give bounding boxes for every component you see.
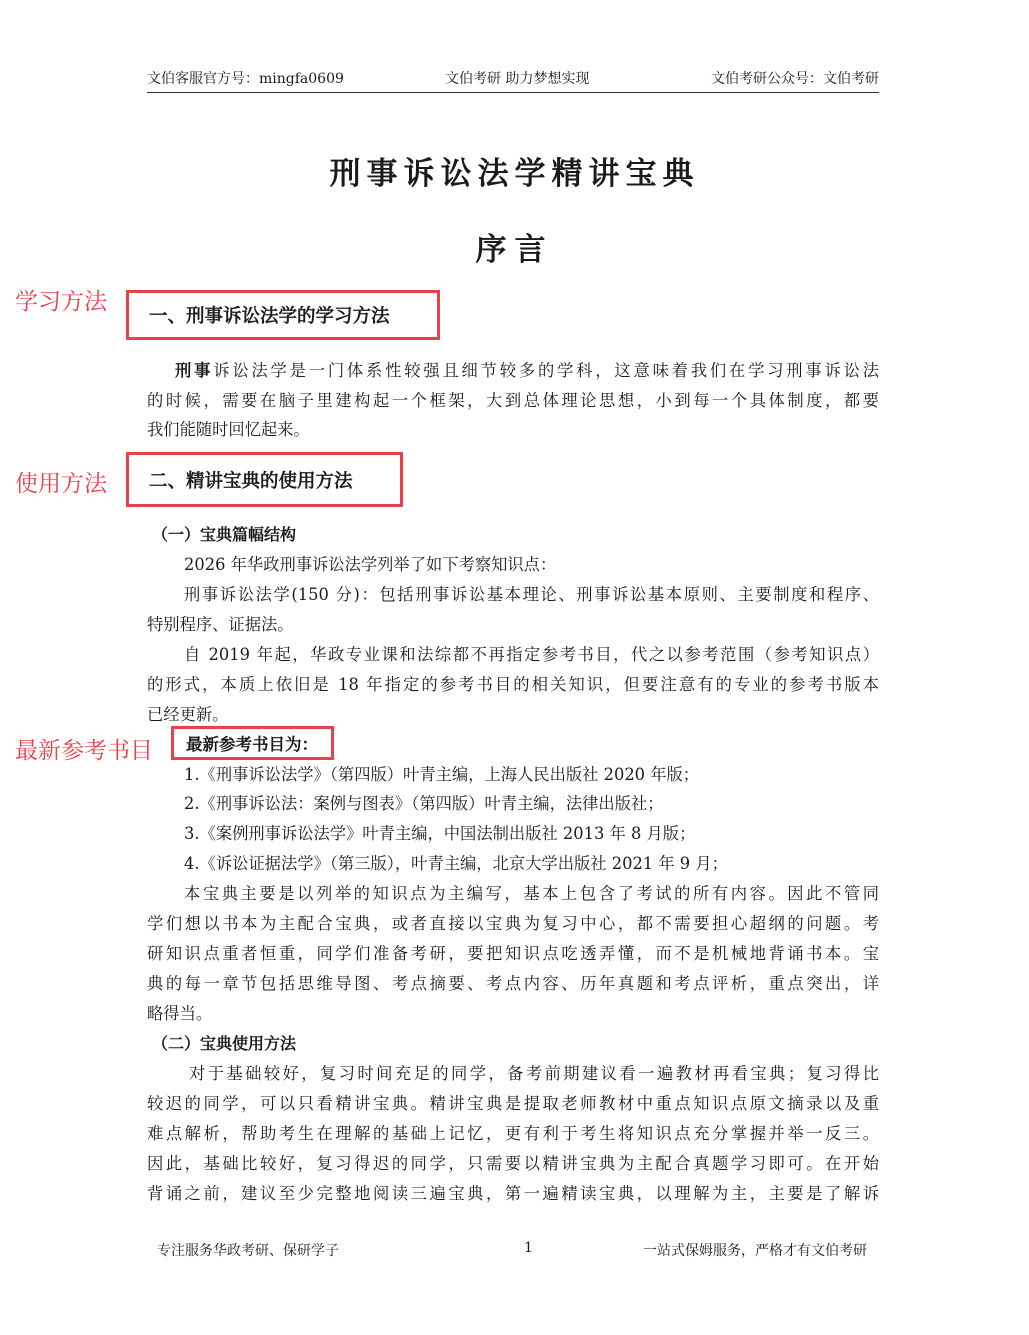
footer-right-text: 一站式保姆服务，严格才有文伯考研 bbox=[643, 1243, 867, 1259]
paragraph-line: 因此，基础比较好，复习得迟的同学，只需要以精讲宝典为主配合真题学习即可。在开始 bbox=[147, 1154, 879, 1173]
page-header bbox=[147, 68, 879, 93]
paragraph-line: 略得当。 bbox=[147, 1004, 213, 1023]
page-footer bbox=[147, 1240, 879, 1260]
header-right-text: 文伯考研公众号：文伯考研 bbox=[711, 71, 879, 87]
header-left-text: 文伯客服官方号：mingfa0609 bbox=[147, 71, 344, 87]
paragraph-line: 研知识点重者恒重，同学们准备考研，要把知识点吃透弄懂，而不是机械地背诵书本。宝 bbox=[147, 944, 879, 963]
paragraph-line: 刑事诉讼法学(150 分)：包括刑事诉讼基本理论、刑事诉讼基本原则、主要制度和程序、 bbox=[184, 585, 879, 604]
lead-text: 刑事 bbox=[175, 361, 214, 380]
book-item: 3.《案例刑事诉讼法学》叶青主编，中国法制出版社 2013 年 8 月版； bbox=[184, 824, 696, 843]
paragraph-line: 特别程序、证据法。 bbox=[147, 615, 294, 634]
section-heading-study-method: 一、刑事诉讼法学的学习方法 bbox=[126, 290, 440, 340]
paragraph-line: 学们想以书本为主配合宝典，或者直接以宝典为复习中心，都不需要担心超纲的问题。考 bbox=[147, 914, 879, 933]
book-item: 2.《刑事诉讼法：案例与图表》（第四版）叶青主编，法律出版社； bbox=[184, 794, 664, 813]
paragraph-line: 的形式，本质上依旧是 18 年指定的参考书目的相关知识，但要注意有的专业的参考书版本 bbox=[147, 675, 879, 694]
document-subtitle: 序言 bbox=[475, 232, 554, 268]
book-item: 4.《诉讼证据法学》（第三版），叶青主编，北京大学出版社 2021 年 9 月； bbox=[184, 854, 728, 873]
footer-left-text: 专注服务华政考研、保研学子 bbox=[157, 1243, 339, 1259]
annotation-study-method: 学习方法 bbox=[15, 289, 107, 315]
annotation-reference-books: 最新参考书目 bbox=[15, 738, 153, 764]
paragraph-line: 我们能随时回忆起来。 bbox=[147, 420, 310, 439]
reference-books-heading: 最新参考书目为： bbox=[171, 726, 334, 760]
page-number: 1 bbox=[524, 1240, 533, 1256]
subsection-heading: （二）宝典使用方法 bbox=[152, 1034, 297, 1053]
document-title: 刑事诉讼法学精讲宝典 bbox=[329, 156, 700, 192]
paragraph-line: 对于基础较好，复习时间充足的同学，备考前期建议看一遍教材再看宝典；复习得比 bbox=[189, 1064, 879, 1083]
header-center-text: 文伯考研 助力梦想实现 bbox=[445, 71, 590, 87]
paragraph-line: 背诵之前，建议至少完整地阅读三遍宝典，第一遍精读宝典，以理解为主，主要是了解诉 bbox=[147, 1184, 879, 1203]
section-heading-usage-method: 二、精讲宝典的使用方法 bbox=[126, 452, 403, 507]
paragraph-line: 2026 年华政刑事诉讼法学列举了如下考察知识点： bbox=[184, 555, 557, 574]
paragraph-line: 典的每一章节包括思维导图、考点摘要、考点内容、历年真题和考点评析，重点突出，详 bbox=[147, 974, 879, 993]
paragraph-line: 刑事诉讼法学是一门体系性较强且细节较多的学科，这意味着我们在学习刑事诉讼法 bbox=[175, 361, 879, 380]
paragraph-line: 较迟的同学，可以只看精讲宝典。精讲宝典是提取老师教材中重点知识点原文摘录以及重 bbox=[147, 1094, 879, 1113]
book-item: 1.《刑事诉讼法学》（第四版）叶青主编，上海人民出版社 2020 年版； bbox=[184, 765, 700, 784]
paragraph-line: 本宝典主要是以列举的知识点为主编写，基本上包含了考试的所有内容。因此不管同 bbox=[184, 884, 879, 903]
paragraph-line: 难点解析，帮助考生在理解的基础上记忆，更有利于考生将知识点充分掌握并举一反三。 bbox=[147, 1124, 879, 1143]
paragraph-line: 的时候，需要在脑子里建构起一个框架，大到总体理论思想，小到每一个具体制度，都要 bbox=[147, 391, 879, 410]
paragraph-line: 已经更新。 bbox=[147, 705, 229, 724]
subsection-heading: （一）宝典篇幅结构 bbox=[152, 525, 297, 544]
annotation-usage-method: 使用方法 bbox=[15, 471, 107, 497]
paragraph-line: 自 2019 年起，华政专业课和法综都不再指定参考书目，代之以参考范围（参考知识点） bbox=[184, 645, 879, 664]
